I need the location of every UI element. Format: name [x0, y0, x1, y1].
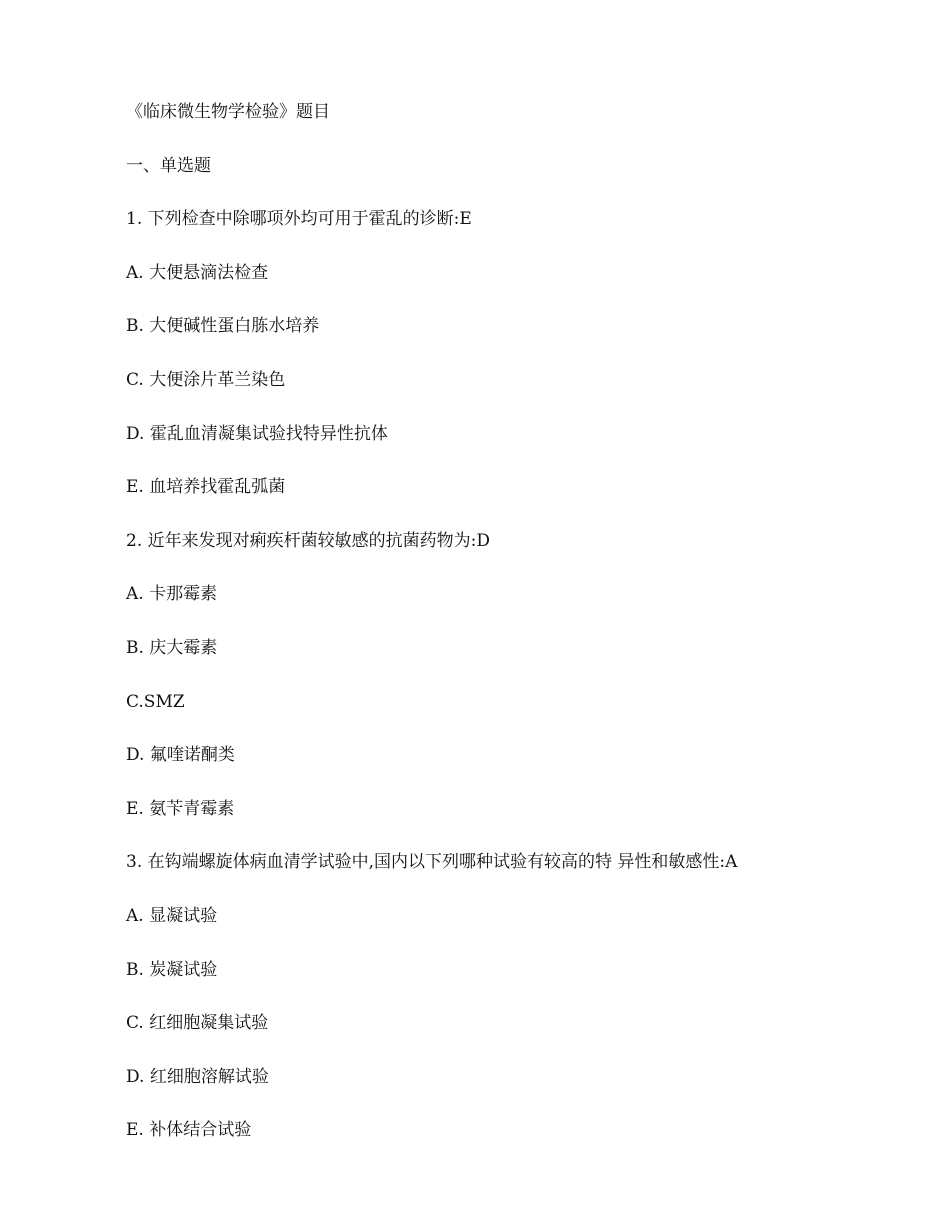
answer-option: A. 显凝试验: [126, 905, 218, 926]
answer-option: D. 红细胞溶解试验: [126, 1066, 269, 1087]
answer-option: A. 卡那霉素: [126, 584, 218, 605]
answer-option: E. 氨苄青霉素: [126, 798, 235, 819]
answer-option: B. 大便碱性蛋白胨水培养: [126, 316, 320, 337]
answer-option: C. 红细胞凝集试验: [126, 1013, 269, 1034]
answer-option: A. 大便悬滴法检查: [126, 262, 269, 283]
question-stem: 3. 在钩端螺旋体病血清学试验中,国内以下列哪种试验有较高的特 异性和敏感性:A: [126, 852, 738, 873]
question-stem: 2. 近年来发现对痢疾杆菌较敏感的抗菌药物为:D: [126, 530, 490, 551]
answer-option: D. 霍乱血清凝集试验找特异性抗体: [126, 423, 388, 444]
answer-option: B. 庆大霉素: [126, 637, 218, 658]
answer-option: D. 氟喹诺酮类: [126, 745, 235, 766]
document-body: [126, 99, 886, 1171]
answer-option: C.SMZ: [126, 691, 185, 712]
document-title: 《临床微生物学检验》题目: [126, 102, 330, 122]
answer-option: E. 血培养找霍乱弧菌: [126, 477, 286, 498]
section-heading: 一、单选题: [126, 155, 211, 176]
answer-option: E. 补体结合试验: [126, 1120, 252, 1141]
answer-option: C. 大便涂片革兰染色: [126, 369, 286, 390]
answer-option: B. 炭凝试验: [126, 959, 218, 980]
question-stem: 1. 下列检查中除哪项外均可用于霍乱的诊断:E: [126, 209, 472, 230]
